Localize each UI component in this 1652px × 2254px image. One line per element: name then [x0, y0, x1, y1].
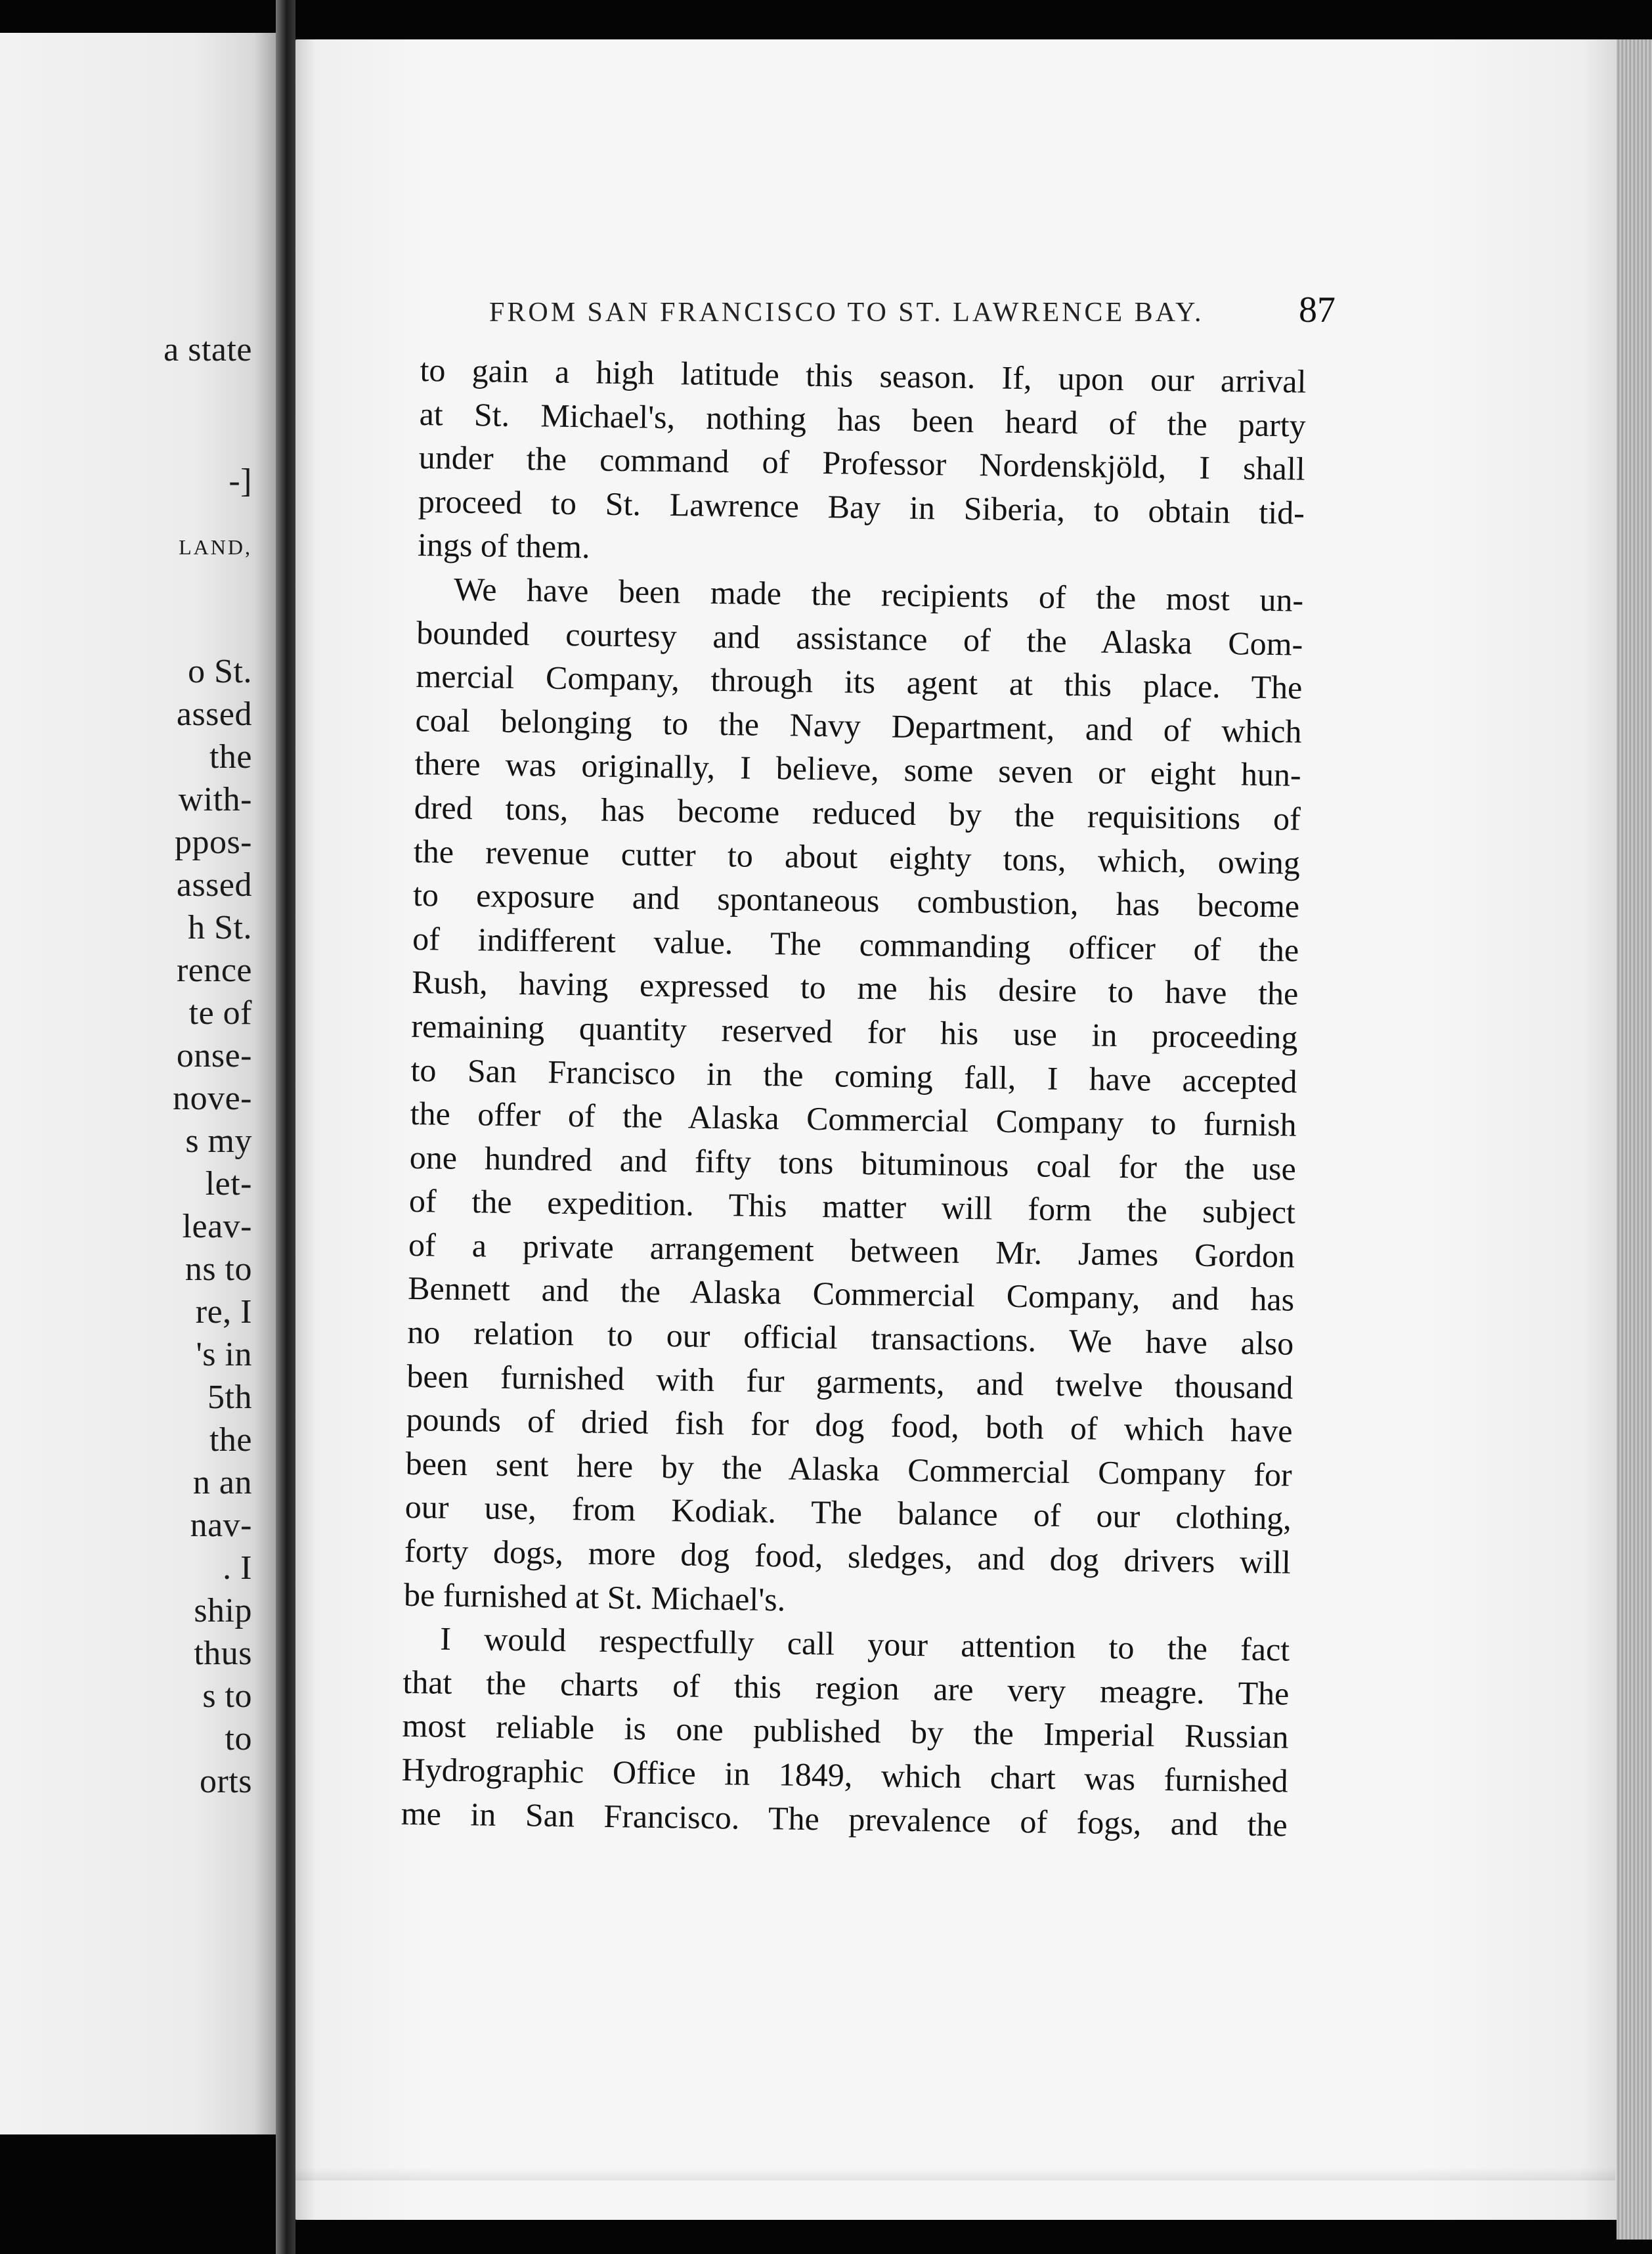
text-line: been furnished with fur garments, and twelve thousand — [406, 1357, 1293, 1406]
left-page-line: leav- — [182, 1208, 252, 1245]
text-line: remaining quantity reserved for his use in proceeding — [411, 1007, 1298, 1056]
left-page-fragment — [0, 33, 276, 2134]
page-edge — [1617, 39, 1652, 2240]
text-line: Rush, having expressed to me his desire to have the — [411, 963, 1299, 1012]
text-line: the revenue cutter to about eighty tons, which, owing — [413, 832, 1301, 881]
text-line: of indifferent value. The commanding officer of the — [412, 919, 1299, 969]
text-line: been sent here by the Alaska Commercial Company for — [405, 1444, 1293, 1493]
text-line: Bennett and the Alaska Commercial Company, and has — [407, 1270, 1295, 1319]
left-page-line: -] — [228, 462, 252, 500]
book-gutter — [276, 0, 295, 2254]
text-line: to San Francisco in the coming fall, I have accepted — [410, 1051, 1297, 1100]
left-page-line: ship — [194, 1592, 252, 1629]
left-page-line: the — [209, 738, 252, 776]
text-line: Hydrographic Office in 1849, which chart was furnished — [401, 1750, 1288, 1800]
left-page-line: . I — [223, 1549, 252, 1587]
left-page-line: the — [209, 1421, 252, 1459]
text-line: there was originally, I believe, some seven or eight hun- — [414, 745, 1301, 793]
text-line: We have been made the recipients of the most un- — [453, 570, 1304, 619]
left-page-line: ns to — [185, 1250, 252, 1288]
left-page-line: nav- — [190, 1507, 252, 1544]
left-page-line: ppos- — [174, 824, 252, 861]
text-line: to exposure and spontaneous combustion, has become — [412, 876, 1300, 925]
left-page-line: let- — [205, 1165, 252, 1203]
left-page-line: with- — [178, 781, 252, 818]
text-line: bounded courtesy and assistance of the Alaska Com- — [416, 613, 1303, 663]
text-line: dred tons, has become reduced by the requisitions of — [414, 788, 1301, 837]
text-line: that the charts of this region are very meagre. The — [402, 1663, 1290, 1712]
text-line: proceed to St. Lawrence Bay in Siberia, to obtain tid- — [418, 482, 1305, 531]
text-line: be furnished at St. Michael's. — [403, 1576, 786, 1618]
body-text — [401, 348, 1307, 1847]
text-line: pounds of dried fish for dog food, both of which have — [406, 1401, 1293, 1449]
left-page-line: a state — [163, 331, 252, 368]
text-line: one hundred and fifty tons bituminous coal for the use — [409, 1138, 1297, 1187]
text-line: ings of them. — [417, 526, 590, 565]
left-page-line: h St. — [188, 909, 252, 946]
left-page-line: thus — [194, 1635, 252, 1672]
text-line: me in San Francisco. The prevalence of fogs, and the — [401, 1794, 1288, 1844]
left-page-line: nove- — [173, 1080, 252, 1117]
left-page-line: onse- — [176, 1037, 252, 1074]
text-line: our use, from Kodiak. The balance of our clothing, — [404, 1488, 1292, 1537]
text-line: of the expedition. This matter will form the subject — [408, 1182, 1296, 1231]
left-page-line: assed — [176, 696, 252, 733]
text-line: under the command of Professor Nordenskjöld, I shall — [418, 439, 1306, 487]
text-line: mercial Company, through its agent at this place. The — [416, 657, 1303, 706]
running-head: FROM SAN FRANCISCO TO ST. LAWRENCE BAY. — [489, 298, 1204, 328]
text-line: coal belonging to the Navy Department, and of which — [415, 701, 1302, 750]
text-line: I would respectfully call your attention to the fact — [439, 1620, 1290, 1668]
text-line: to gain a high latitude this season. If, upon our arrival — [420, 351, 1307, 400]
text-line: most reliable is one published by the Imperial Russian — [402, 1707, 1289, 1756]
text-line: of a private arrangement between Mr. James Gordon — [408, 1226, 1295, 1275]
left-page-line: te of — [188, 994, 252, 1032]
left-page-line: LAND, — [179, 535, 252, 559]
text-line: forty dogs, more dog food, sledges, and dog drivers will — [404, 1532, 1292, 1581]
left-page-line: assed — [176, 866, 252, 904]
left-page-line: rence — [176, 952, 252, 989]
page-bottom-shadow — [295, 2167, 1615, 2180]
left-page-line: s my — [185, 1122, 252, 1160]
left-page-line: o St. — [188, 653, 252, 690]
left-page-line: 5th — [207, 1379, 252, 1416]
left-page-line: orts — [200, 1763, 252, 1800]
text-line: the offer of the Alaska Commercial Company to furnish — [410, 1094, 1297, 1143]
left-page-line: s to — [202, 1677, 252, 1715]
left-page-line: n an — [192, 1464, 252, 1501]
text-line: at St. Michael's, nothing has been heard of the party — [419, 395, 1306, 444]
left-page-line: 's in — [196, 1336, 252, 1373]
left-page-line: re, I — [195, 1293, 252, 1331]
left-page-line: to — [225, 1720, 252, 1757]
text-line: no relation to our official transactions. We have also — [407, 1313, 1294, 1362]
page-number: 87 — [1299, 290, 1336, 330]
